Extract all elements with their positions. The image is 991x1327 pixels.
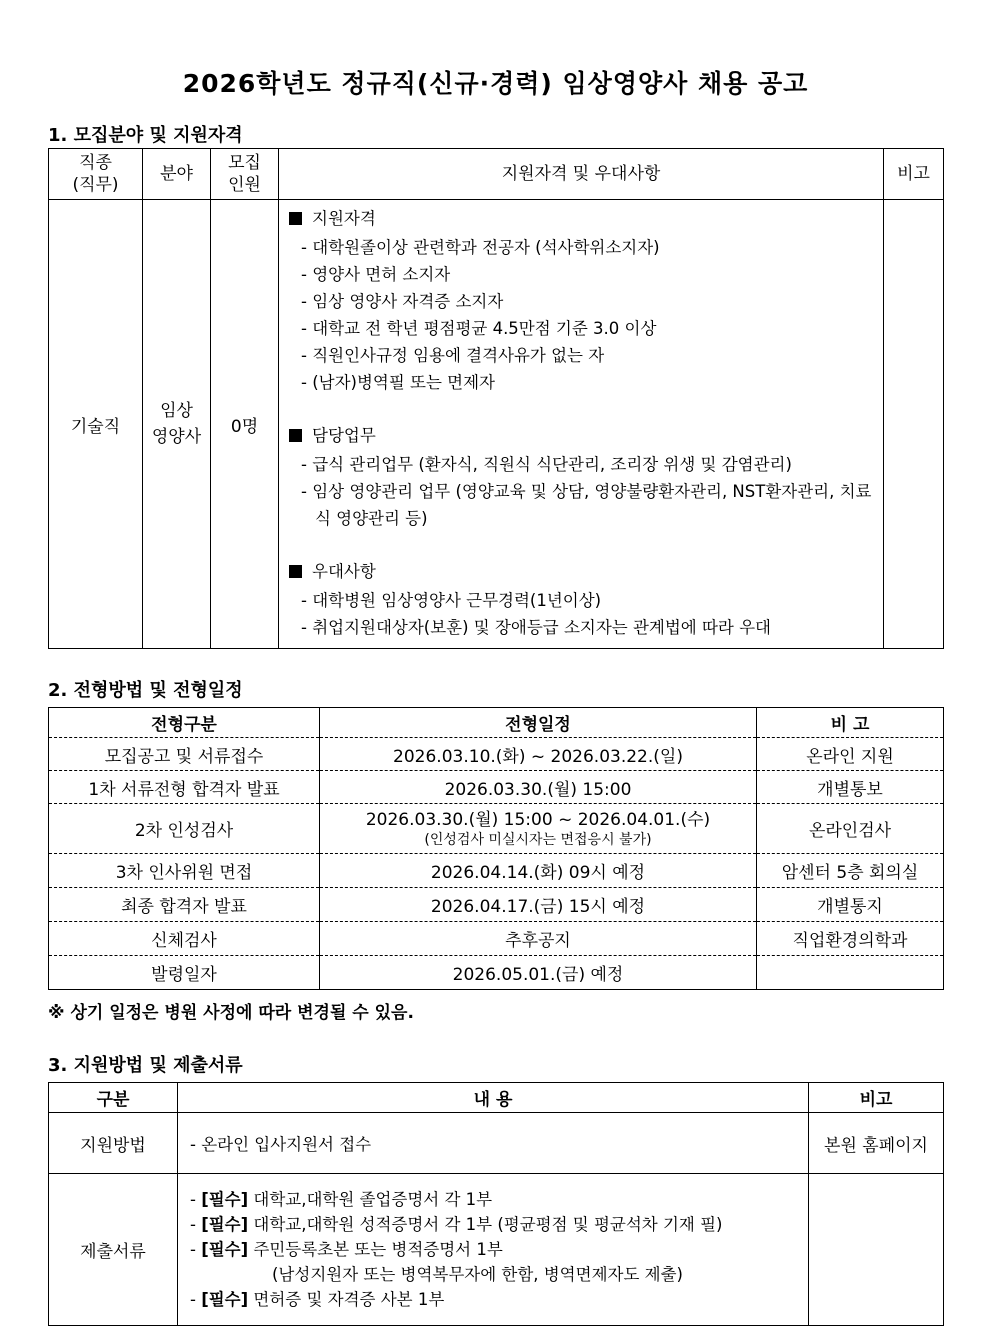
schedule-cell: 2026.04.14.(화) 09시 예정 — [320, 854, 757, 888]
duties-block — [289, 422, 875, 532]
table-row — [49, 888, 944, 922]
header-remark: 비고 — [809, 1083, 944, 1113]
stage-cell: 발령일자 — [49, 956, 320, 990]
schedule-text: 2026.03.30.(월) 15:00 ~ 2026.04.01.(수) — [365, 809, 711, 830]
table-row — [49, 922, 944, 956]
schedule-cell: 2026.03.30.(월) 15:00 — [320, 771, 757, 804]
block-heading: 우대사항 — [312, 562, 376, 581]
header-schedule: 전형일정 — [320, 708, 757, 738]
header-category: 구분 — [49, 1083, 178, 1113]
block-heading: 담당업무 — [312, 426, 376, 445]
table-row — [49, 854, 944, 888]
schedule-note: ※ 상기 일정은 병원 사정에 따라 변경될 수 있음. — [48, 1003, 414, 1023]
list-item: - 대학원졸이상 관련학과 전공자 (석사학위소지자) — [301, 238, 660, 257]
list-item: - 대학병원 임상영양사 근무경력(1년이상) — [301, 591, 602, 610]
header-field: 분야 — [143, 149, 211, 200]
remark-cell: 온라인검사 — [757, 804, 944, 854]
docs-content — [178, 1174, 809, 1326]
table-row — [49, 956, 944, 990]
list-item: - [필수] 대학교,대학원 졸업증명서 각 1부 — [190, 1190, 493, 1209]
table-row — [49, 1113, 944, 1174]
qualification-block — [289, 205, 875, 396]
docs-remark — [809, 1174, 944, 1326]
table-row — [49, 1174, 944, 1326]
list-item: - 대학교 전 학년 평점평균 4.5만점 기준 3.0 이상 — [301, 319, 657, 338]
block-heading: 지원자격 — [312, 209, 376, 228]
list-item: - 영양사 면허 소지자 — [301, 265, 451, 284]
black-square-icon — [289, 212, 302, 225]
list-item: - 임상 영양사 자격증 소지자 — [301, 292, 504, 311]
stage-cell: 2차 인성검사 — [49, 804, 320, 854]
schedule-cell: 추후공지 — [320, 922, 757, 956]
list-item: - 급식 관리업무 (환자식, 직원식 식단관리, 조리장 위생 및 감염관리) — [301, 455, 792, 474]
schedule-sub-note: (인성검사 미실시자는 면접응시 불가) — [424, 831, 652, 848]
list-item: - 취업지원대상자(보훈) 및 장애등급 소지자는 관계법에 따라 우대 — [301, 618, 771, 637]
list-item: - [필수] 면허증 및 자격증 사본 1부 — [190, 1290, 445, 1309]
stage-cell: 최종 합격자 발표 — [49, 888, 320, 922]
table-row — [49, 771, 944, 804]
schedule-cell — [320, 804, 757, 854]
header-content: 내 용 — [178, 1083, 809, 1113]
method-label: 지원방법 — [49, 1113, 178, 1174]
page-title: 2026학년도 정규직(신규·경력) 임상영양사 채용 공고 — [182, 69, 809, 98]
black-square-icon — [289, 565, 302, 578]
section-1-heading: 1. 모집분야 및 지원자격 — [48, 125, 243, 146]
list-item: - 임상 영양관리 업무 (영양교육 및 상담, 영양불량환자관리, NST환자관리, 치료식 영양관리 등) — [301, 482, 872, 528]
list-item: - (남자)병역필 또는 면제자 — [301, 373, 495, 392]
docs-label: 제출서류 — [49, 1174, 178, 1326]
remark-cell: 직업환경의학과 — [757, 922, 944, 956]
header-recruit-count: 모집 인원 — [211, 149, 279, 200]
list-item: - [필수] 주민등록초본 또는 병적증명서 1부 — [190, 1240, 503, 1259]
remark-cell: 개별통보 — [757, 771, 944, 804]
stage-cell: 모집공고 및 서류접수 — [49, 738, 320, 771]
stage-cell: 1차 서류전형 합격자 발표 — [49, 771, 320, 804]
header-stage: 전형구분 — [49, 708, 320, 738]
qualification-content — [279, 200, 884, 649]
qualification-table — [48, 148, 944, 649]
header-job: 직종 (직무) — [49, 149, 143, 200]
black-square-icon — [289, 429, 302, 442]
list-item-continuation: (남성지원자 또는 병역복무자에 한함, 병역면제자도 제출) — [272, 1265, 683, 1284]
header-qualifications: 지원자격 및 우대사항 — [279, 149, 884, 200]
remark-cell — [757, 956, 944, 990]
schedule-cell: 2026.05.01.(금) 예정 — [320, 956, 757, 990]
recruit-count-cell: 0명 — [211, 200, 279, 649]
header-remark: 비고 — [884, 149, 944, 200]
list-item: - [필수] 대학교,대학원 성적증명서 각 1부 (평균평점 및 평균석차 기재 필) — [190, 1215, 723, 1234]
field-cell: 임상 영양사 — [143, 200, 211, 649]
job-type-cell: 기술직 — [49, 200, 143, 649]
header-remark: 비 고 — [757, 708, 944, 738]
remark-cell: 암센터 5층 회의실 — [757, 854, 944, 888]
stage-cell: 신체검사 — [49, 922, 320, 956]
section-2-heading: 2. 전형방법 및 전형일정 — [48, 680, 243, 701]
preference-block — [289, 558, 875, 641]
remark-cell — [884, 200, 944, 649]
application-table — [48, 1082, 944, 1326]
stage-cell: 3차 인사위원 면접 — [49, 854, 320, 888]
method-remark: 본원 홈페이지 — [809, 1113, 944, 1174]
list-item: - 직원인사규정 임용에 결격사유가 없는 자 — [301, 346, 605, 365]
schedule-table — [48, 707, 944, 990]
section-3-heading: 3. 지원방법 및 제출서류 — [48, 1055, 243, 1076]
schedule-cell: 2026.03.10.(화) ~ 2026.03.22.(일) — [320, 738, 757, 771]
remark-cell: 개별통지 — [757, 888, 944, 922]
schedule-cell: 2026.04.17.(금) 15시 예정 — [320, 888, 757, 922]
method-content: - 온라인 입사지원서 접수 — [178, 1113, 809, 1174]
table-row — [49, 738, 944, 771]
table-row — [49, 804, 944, 854]
remark-cell: 온라인 지원 — [757, 738, 944, 771]
